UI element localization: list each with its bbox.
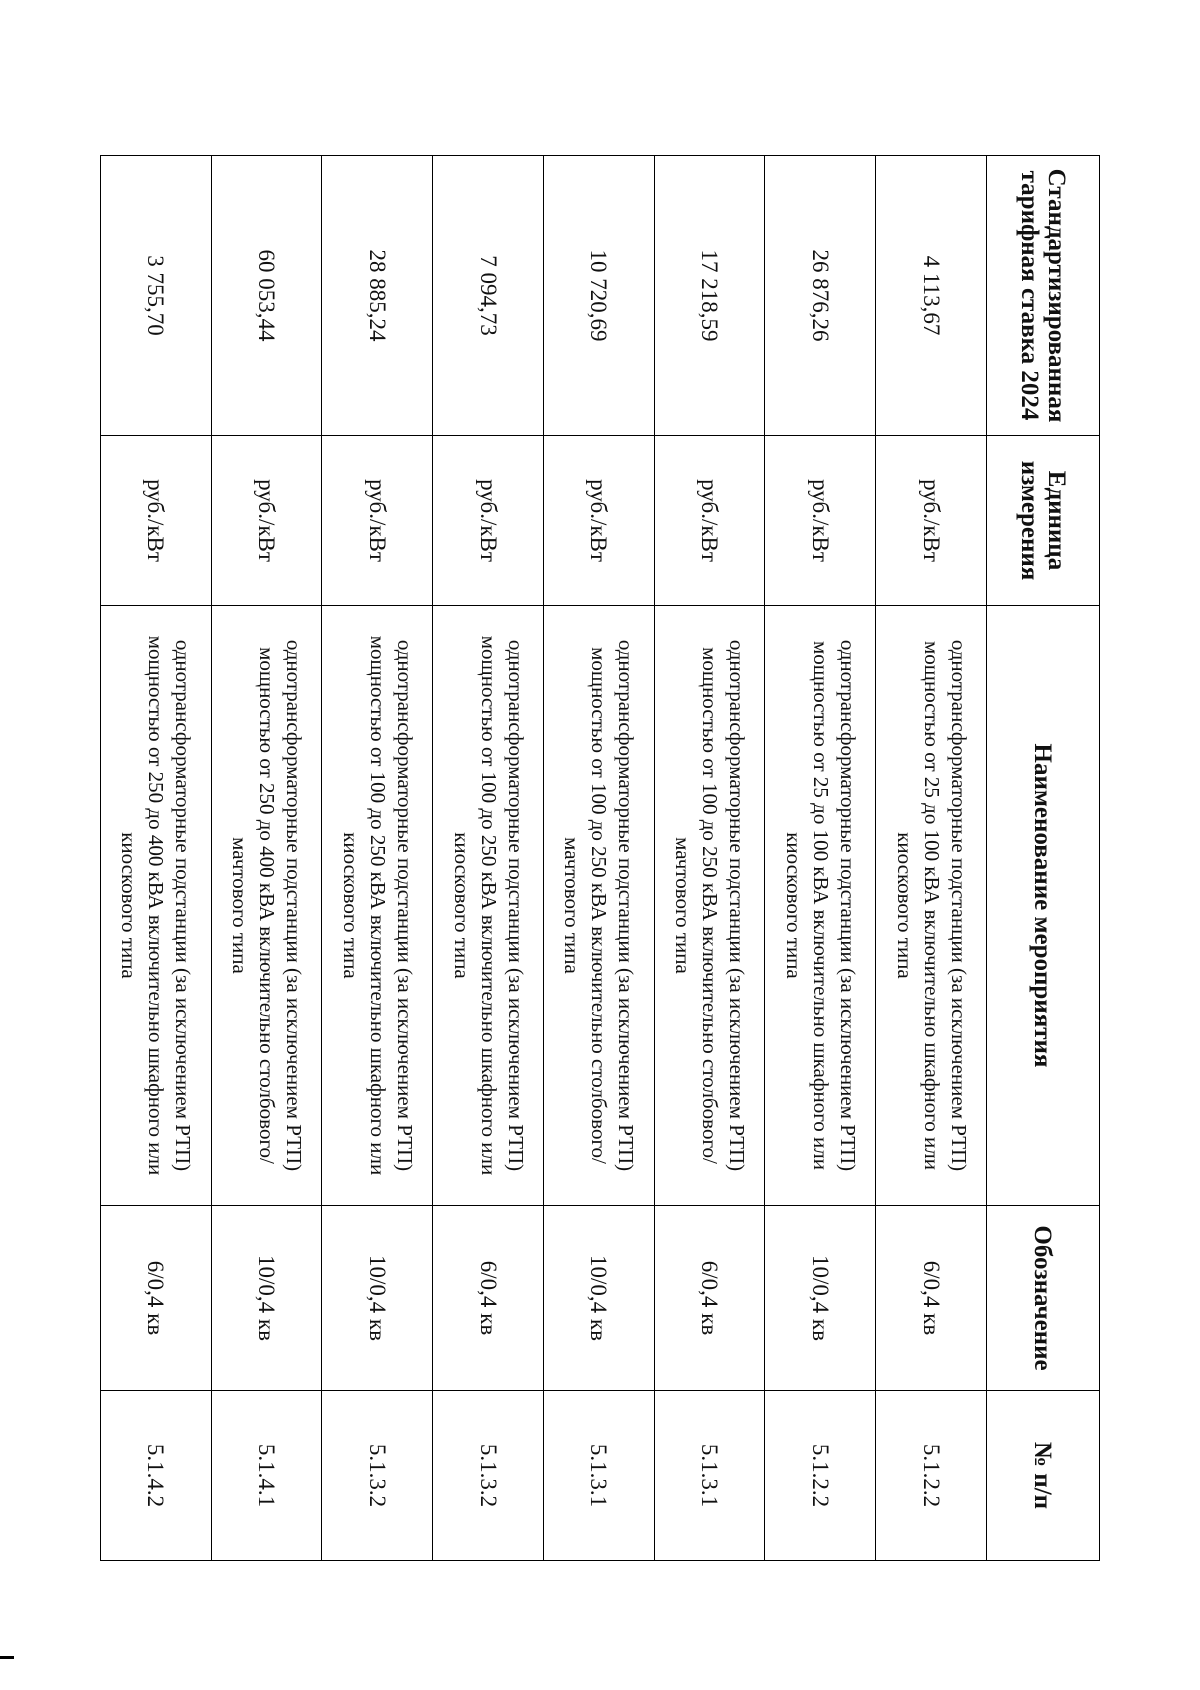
cell-event-name: однотрансформаторные подстанции (за исключением РТП) мощностью от 25 до 100 кВА включительно шкафного или киоскового типа [765, 606, 876, 1206]
header-rate-2024: Стандартизированная тарифная ставка 2024 [987, 156, 1100, 436]
cell-unit: руб./кВт [876, 436, 987, 606]
cell-unit: руб./кВт [322, 436, 433, 606]
cell-rate: 7 094,73 [433, 156, 544, 436]
cell-unit: руб./кВт [211, 436, 322, 606]
cell-rate: 4 113,67 [876, 156, 987, 436]
cell-unit: руб./кВт [433, 436, 544, 606]
cell-number: 5.1.4.2 [101, 1391, 212, 1561]
cell-designation: 10/0,4 кв [544, 1206, 655, 1391]
rotated-page-content [100, 155, 1100, 1560]
tariff-table [100, 155, 1100, 1561]
cell-event-name: однотрансформаторные подстанции (за исключением РТП) мощностью от 25 до 100 кВА включительно шкафного или киоскового типа [876, 606, 987, 1206]
table-row [433, 156, 544, 1561]
table-row [322, 156, 433, 1561]
table-row [211, 156, 322, 1561]
cell-rate: 28 885,24 [322, 156, 433, 436]
cell-event-name: однотрансформаторные подстанции (за исключением РТП) мощностью от 100 до 250 кВА включительно столбового/мачтового типа [544, 606, 655, 1206]
header-designation: Обозначение [987, 1206, 1100, 1391]
cell-event-name: однотрансформаторные подстанции (за исключением РТП) мощностью от 100 до 250 кВА включительно столбового/мачтового типа [654, 606, 765, 1206]
cell-number: 5.1.4.1 [211, 1391, 322, 1561]
cell-number: 5.1.3.1 [544, 1391, 655, 1561]
cell-unit: руб./кВт [654, 436, 765, 606]
cell-unit: руб./кВт [765, 436, 876, 606]
cell-number: 5.1.3.2 [322, 1391, 433, 1561]
table-row [101, 156, 212, 1561]
cell-number: 5.1.3.1 [654, 1391, 765, 1561]
table-header-row [987, 156, 1100, 1561]
cell-designation: 6/0,4 кв [654, 1206, 765, 1391]
cell-designation: 10/0,4 кв [765, 1206, 876, 1391]
cell-designation: 6/0,4 кв [876, 1206, 987, 1391]
cell-rate: 60 053,44 [211, 156, 322, 436]
cell-designation: 10/0,4 кв [211, 1206, 322, 1391]
header-unit: Единица измерения [987, 436, 1100, 606]
cell-designation: 6/0,4 кв [101, 1206, 212, 1391]
cell-number: 5.1.2.2 [876, 1391, 987, 1561]
table-row [654, 156, 765, 1561]
table-row [544, 156, 655, 1561]
cell-unit: руб./кВт [544, 436, 655, 606]
cell-designation: 6/0,4 кв [433, 1206, 544, 1391]
cell-event-name: однотрансформаторные подстанции (за исключением РТП) мощностью от 250 до 400 кВА включительно шкафного или киоскового типа [101, 606, 212, 1206]
cell-event-name: однотрансформаторные подстанции (за исключением РТП) мощностью от 250 до 400 кВА включительно столбового/мачтового типа [211, 606, 322, 1206]
cell-designation: 10/0,4 кв [322, 1206, 433, 1391]
header-number: № п/п [987, 1391, 1100, 1561]
cell-event-name: однотрансформаторные подстанции (за исключением РТП) мощностью от 100 до 250 кВА включительно шкафного или киоскового типа [322, 606, 433, 1206]
cell-rate: 17 218,59 [654, 156, 765, 436]
cell-number: 5.1.2.2 [765, 1391, 876, 1561]
table-row [876, 156, 987, 1561]
cell-event-name: однотрансформаторные подстанции (за исключением РТП) мощностью от 100 до 250 кВА включительно шкафного или киоскового типа [433, 606, 544, 1206]
header-event-name: Наименование мероприятия [987, 606, 1100, 1206]
cell-number: 5.1.3.2 [433, 1391, 544, 1561]
table-row [765, 156, 876, 1561]
cell-rate: 10 720,69 [544, 156, 655, 436]
cell-rate: 3 755,70 [101, 156, 212, 436]
cell-rate: 26 876,26 [765, 156, 876, 436]
cell-unit: руб./кВт [101, 436, 212, 606]
page-edge-mark [0, 1656, 14, 1659]
